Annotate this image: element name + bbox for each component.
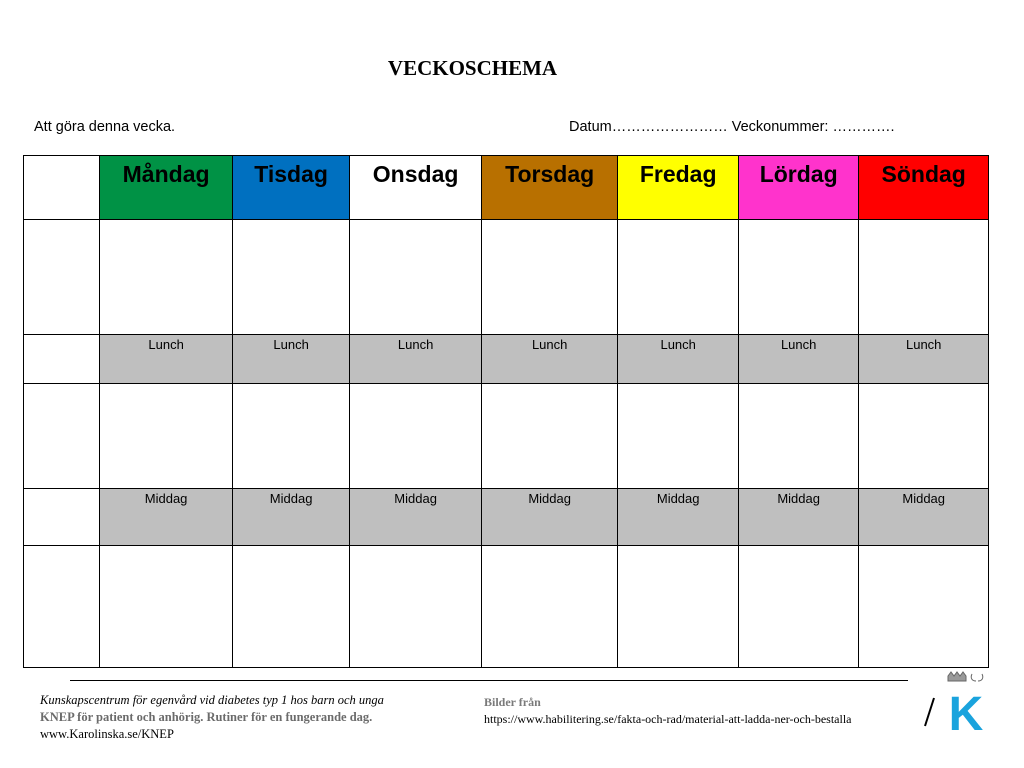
day-header-friday: Fredag xyxy=(618,156,738,220)
dinner-cell[interactable]: Middag xyxy=(350,489,482,546)
schedule-cell[interactable] xyxy=(232,546,349,668)
row-label-cell xyxy=(24,546,100,668)
schedule-cell[interactable] xyxy=(232,384,349,489)
schedule-cell[interactable] xyxy=(100,220,233,335)
footer-divider xyxy=(70,680,908,681)
footer-org-line: Kunskapscentrum för egenvård vid diabetes typ 1 hos barn och unga xyxy=(40,693,384,707)
schedule-cell[interactable] xyxy=(232,220,349,335)
schedule-cell[interactable] xyxy=(738,384,858,489)
dinner-row xyxy=(24,489,989,546)
lunch-cell[interactable]: Lunch xyxy=(100,335,233,384)
schedule-cell[interactable] xyxy=(100,546,233,668)
schedule-cell[interactable] xyxy=(738,546,858,668)
logo-letter: K xyxy=(948,688,984,732)
schedule-cell[interactable] xyxy=(481,546,618,668)
page-title: VECKOSCHEMA xyxy=(387,56,558,80)
week-schedule-table xyxy=(23,155,989,668)
schedule-cell[interactable] xyxy=(859,384,989,489)
day-header-tuesday: Tisdag xyxy=(232,156,349,220)
morning-row xyxy=(24,220,989,335)
images-url-link[interactable]: https://www.habilitering.se/fakta-och-rad/material-att-ladda-ner-och-bestalla xyxy=(484,712,852,726)
lunch-cell[interactable]: Lunch xyxy=(618,335,738,384)
corner-cell xyxy=(24,156,100,220)
schedule-cell[interactable] xyxy=(481,220,618,335)
footer-knep-line: KNEP för patient och anhörig. Rutiner för en fungerande dag. xyxy=(40,710,373,724)
dinner-cell[interactable]: Middag xyxy=(481,489,618,546)
schedule-cell[interactable] xyxy=(350,384,482,489)
schedule-cell[interactable] xyxy=(100,384,233,489)
schedule-cell[interactable] xyxy=(481,384,618,489)
lunch-cell[interactable]: Lunch xyxy=(738,335,858,384)
row-label-cell xyxy=(24,220,100,335)
day-header-monday: Måndag xyxy=(100,156,233,220)
dinner-cell[interactable]: Middag xyxy=(100,489,233,546)
date-week-field: Datum…………………… Veckonummer: …………. xyxy=(569,119,895,135)
day-header-sunday: Söndag xyxy=(859,156,989,220)
schedule-cell[interactable] xyxy=(618,384,738,489)
dinner-cell[interactable]: Middag xyxy=(618,489,738,546)
afternoon-row xyxy=(24,384,989,489)
footer-image-source xyxy=(484,694,924,728)
lunch-row xyxy=(24,335,989,384)
schedule-cell[interactable] xyxy=(618,546,738,668)
evening-row xyxy=(24,546,989,668)
schedule-cell[interactable] xyxy=(350,220,482,335)
day-header-saturday: Lördag xyxy=(738,156,858,220)
footer-website-link[interactable]: www.Karolinska.se/KNEP xyxy=(40,727,174,741)
footer-credits xyxy=(40,692,470,743)
lunch-cell[interactable]: Lunch xyxy=(481,335,618,384)
lunch-cell[interactable]: Lunch xyxy=(859,335,989,384)
schedule-cell[interactable] xyxy=(350,546,482,668)
schedule-cell[interactable] xyxy=(859,546,989,668)
dinner-cell[interactable]: Middag xyxy=(738,489,858,546)
images-heading: Bilder från xyxy=(484,695,541,709)
schedule-cell[interactable] xyxy=(859,220,989,335)
karolinska-logo-icon xyxy=(942,670,990,732)
row-label-cell xyxy=(24,489,100,546)
schedule-cell[interactable] xyxy=(738,220,858,335)
schedule-cell[interactable] xyxy=(618,220,738,335)
dinner-cell[interactable]: Middag xyxy=(859,489,989,546)
slash-mark xyxy=(922,697,936,727)
row-label-cell xyxy=(24,384,100,489)
day-header-row xyxy=(24,156,989,220)
row-label-cell xyxy=(24,335,100,384)
lunch-cell[interactable]: Lunch xyxy=(232,335,349,384)
lunch-cell[interactable]: Lunch xyxy=(350,335,482,384)
day-header-thursday: Torsdag xyxy=(481,156,618,220)
day-header-wednesday: Onsdag xyxy=(350,156,482,220)
todo-label: Att göra denna vecka. xyxy=(34,119,176,135)
dinner-cell[interactable]: Middag xyxy=(232,489,349,546)
